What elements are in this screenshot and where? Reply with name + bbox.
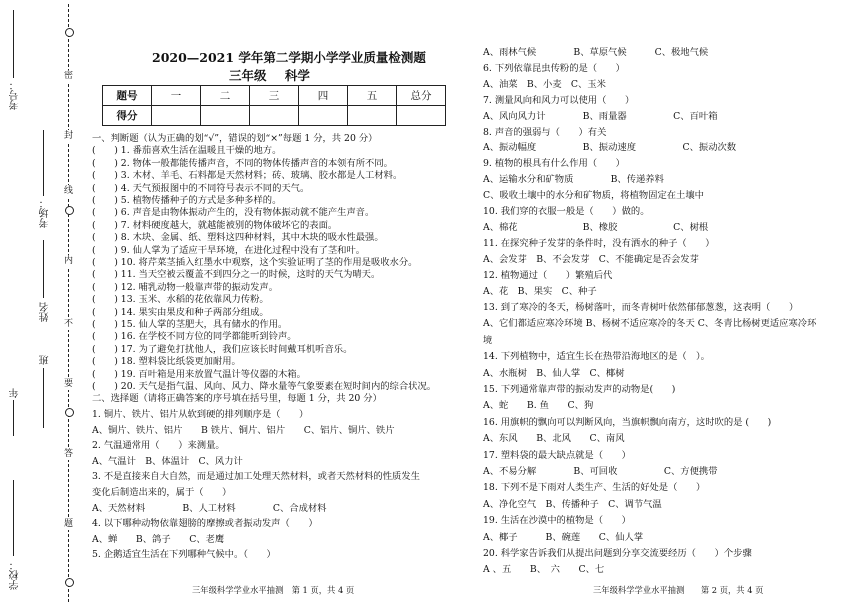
- xuexiao-label: 学校：: [10, 560, 21, 590]
- question-line: ( ) 20. 天气是指气温、风向、风力、降水量等气象要素在短时间内的综合状况。: [92, 381, 437, 392]
- question-line: A、雨林气候 B、草原气候 C、极地气候: [483, 47, 709, 58]
- exam-title: 2020—2021 学年第二学期小学学业质量检测题: [152, 50, 426, 65]
- question-line: ( ) 13. 玉米、水稻的花依靠风力传粉。: [92, 294, 269, 306]
- question-line: ( ) 5. 植物传播种子的方式是多种多样的。: [92, 195, 282, 206]
- score-cell: 总分: [397, 86, 446, 106]
- seal-word: 封: [63, 131, 73, 141]
- question-line: ( ) 8. 木块、金属、纸、塑料这四种材料，其中木块的吸水性最强。: [92, 232, 384, 244]
- seal-dot: [65, 578, 74, 587]
- question-line: A 、五 B、 六 C、七: [483, 564, 605, 576]
- question-line: ( ) 4. 天气预报图中的不同符号表示不同的天气。: [92, 182, 310, 194]
- question-line: A、净化空气 B、传播种子 C、调节气温: [483, 498, 662, 510]
- score-blank[interactable]: [348, 106, 397, 126]
- question-line: 10. 我们穿的衣服一般是（ ）做的。: [483, 206, 650, 217]
- question-line: A、不易分解 B、可回收 C、方便携带: [483, 465, 718, 477]
- kaochang-label: 考场：: [40, 198, 51, 228]
- grade-label: 三年级: [229, 68, 267, 83]
- seal-cut-line: [68, 4, 69, 602]
- score-cell: 得分: [103, 106, 152, 126]
- kaohao-label: 考号：: [10, 80, 21, 110]
- score-table: [102, 85, 446, 126]
- question-line: 18. 下列不是下雨对人类生产、生活的好处是（ ）: [483, 482, 706, 494]
- question-line: 14. 下列植物中，适宜生长在热带沿海地区的是（ ）。: [483, 351, 710, 363]
- question-line: ( ) 18. 塑料袋比纸袋更加耐用。: [92, 356, 241, 368]
- question-line: ( ) 2. 物体一般都能传播声音，不同的物体传播声音的本领有所不同。: [92, 157, 393, 169]
- seal-word: 答: [63, 449, 73, 459]
- question-line: ( ) 14. 果实由果皮和种子两部分组成。: [92, 306, 269, 318]
- question-line: 13. 到了寒冷的冬天，杨树落叶，而冬青树叶依然郁郁葱葱，这表明（ ）: [483, 301, 799, 313]
- ban-label: 班: [40, 355, 51, 365]
- question-line: A、花 B、果实 C、种子: [483, 285, 597, 297]
- seal-word: 不: [63, 319, 73, 329]
- question-line: 9. 植物的根具有什么作用（ ）: [483, 158, 625, 170]
- score-cell: 三: [250, 86, 299, 106]
- question-line: A、东风 B、北风 C、南风: [483, 433, 625, 445]
- score-blank[interactable]: [201, 106, 250, 126]
- question-line: 7. 测量风向和风力可以使用（ ）: [483, 94, 635, 106]
- score-blank[interactable]: [152, 106, 201, 126]
- xingming-label: 姓名: [40, 302, 51, 322]
- question-line: 5. 企鹅适宜生活在下列哪种气候中。（ ）: [92, 549, 276, 561]
- score-cell: 四: [299, 86, 348, 106]
- question-line: A、蛇 B. 鱼 C、狗: [483, 400, 594, 412]
- xingming-fill-line: [43, 240, 44, 298]
- question-line: ( ) 11. 当天空被云覆盖不到四分之一的时候，这时的天气为晴天。: [92, 269, 381, 281]
- question-line: 15. 下列通常靠声带的振动发声的动物是( ): [483, 383, 676, 395]
- score-blank[interactable]: [250, 106, 299, 126]
- seal-word: 内: [63, 256, 73, 266]
- question-line: A、气温计 B、体温计 C、风力计: [92, 455, 243, 467]
- score-cell: 五: [348, 86, 397, 106]
- question-line: 2. 气温通常用（ ）来测量。: [92, 440, 225, 452]
- question-line: A、风向风力计 B、雨量器 C、百叶箱: [483, 110, 718, 122]
- xuexiao-fill-line: [13, 480, 14, 556]
- page-2-footer: 三年级科学学业水平抽测 第 2 页，共 4 页: [593, 585, 764, 595]
- nian-label: 年: [10, 388, 21, 398]
- question-line: 17. 塑料袋的最大缺点就是（ ）: [483, 449, 631, 461]
- question-line: ( ) 3. 木材、羊毛、石料都是天然材料；砖、玻璃、胶水都是人工材料。: [92, 170, 403, 182]
- question-line: A、铜片、铁片、铝片 B 铁片、铜片、铝片 C、铝片、铜片、铁片: [92, 424, 395, 436]
- question-line: 6. 下列依靠昆虫传粉的是（ ）: [483, 62, 625, 74]
- question-line: A、棉花 B、橡胶 C、树根: [483, 221, 709, 233]
- exam-subtitle: [229, 66, 310, 84]
- question-line: ( ) 6. 声音是由物体振动产生的，没有物体振动就不能产生声音。: [92, 207, 375, 219]
- score-blank[interactable]: [299, 106, 348, 126]
- seal-word: 要: [63, 379, 73, 389]
- ban-fill-line: [43, 368, 44, 428]
- question-line: ( ) 12. 哺乳动物一般靠声带的振动发声。: [92, 281, 278, 293]
- question-line: ( ) 15. 仙人掌的茎肥大，具有储水的作用。: [92, 319, 288, 330]
- question-line: A、会发芽 B、不会发芽 C、不能确定是否会发芽: [483, 253, 699, 265]
- question-line: A、椰子 B、碗莲 C、仙人掌: [483, 531, 644, 543]
- section-heading: 一、判断题（认为正确的划“√”，错误的划“×”每题 1 分，共 20 分）: [92, 133, 378, 144]
- question-line: A、油菜 B、小麦 C、玉米: [483, 78, 606, 90]
- score-table-header-row: [103, 86, 446, 106]
- question-line: ( ) 1. 番茄喜欢生活在温暖且干燥的地方。: [92, 145, 282, 157]
- score-cell: 二: [201, 86, 250, 106]
- question-line: C、吸收土壤中的水分和矿物质，将植物固定在土壤中: [483, 190, 704, 202]
- seal-word: 线: [63, 186, 73, 196]
- question-line: A、蝉 B、鸽子 C、老鹰: [92, 533, 225, 545]
- question-line: 19. 生活在沙漠中的植物是（ ）: [483, 515, 631, 527]
- question-line: 12. 植物通过（ ）繁殖后代: [483, 269, 613, 281]
- question-line: 8. 声音的强弱与（ ）有关: [483, 126, 607, 138]
- question-line: A、振动幅度 B、振动速度 C、振动次数: [483, 142, 737, 154]
- question-line: 16. 用旗帜的飘向可以判断风向，当旗帜飘向南方，这时吹的是 ( ): [483, 416, 772, 428]
- question-line: ( ) 9. 仙人掌为了适应干旱环境，在进化过程中没有了茎和叶。: [92, 244, 366, 256]
- score-table-score-row: [103, 106, 446, 126]
- question-line: ( ) 17. 为了避免打扰他人，我们应该长时间戴耳机听音乐。: [92, 343, 353, 355]
- question-line: A、水瓶树 B、仙人掌 C、椰树: [483, 367, 625, 379]
- score-cell: 题号: [103, 86, 152, 106]
- section-heading: 二、选择题（请将正确答案的序号填在括号里，每题 1 分，共 20 分）: [92, 393, 382, 405]
- question-line: A、运输水分和矿物质 B、传递养料: [483, 174, 664, 186]
- page-1: [92, 0, 460, 607]
- question-line: A、它们都适应寒冷环境 B、杨树不适应寒冷的冬天 C、冬青比杨树更适应寒冷环: [483, 318, 817, 330]
- question-line: 20. 科学家告诉我们从提出问题到分享交流要经历（ ）个步骤: [483, 547, 752, 559]
- seal-dot: [65, 408, 74, 417]
- question-line: 变化后制造出来的，属于（ ）: [92, 487, 232, 498]
- page-1-footer: 三年级科学学业水平抽测 第 1 页，共 4 页: [192, 585, 355, 595]
- question-line: ( ) 10. 将芹菜茎插入红墨水中观察，这个实验证明了茎的作用是吸收水分。: [92, 257, 418, 268]
- question-line: A、天然材料 B、人工材料 C、合成材料: [92, 502, 327, 514]
- seal-word: 密: [63, 71, 73, 81]
- question-line: 4. 以下哪种动物依靠翅膀的摩擦或者振动发声（ ）: [92, 518, 318, 530]
- question-line: ( ) 7. 材料硬度越大，就越能被别的物体破坏它的表面。: [92, 219, 338, 231]
- score-cell: 一: [152, 86, 201, 106]
- kaohao-fill-line: [13, 10, 14, 78]
- seal-word: 题: [63, 519, 73, 529]
- seal-dot: [65, 28, 74, 37]
- question-line: 境: [483, 334, 493, 346]
- nian-fill-line: [13, 400, 14, 436]
- question-line: ( ) 16. 在学校不同方位的同学都能听到铃声。: [92, 331, 297, 343]
- question-line: 11. 在探究种子发芽的条件时，没有洒水的种子（ ）: [483, 237, 715, 249]
- question-line: 3. 不是直接来自大自然，而是通过加工处理天然材料，或者天然材料的性质发生: [92, 471, 420, 483]
- subject-label: 科学: [284, 68, 310, 83]
- kaochang-fill-line: [43, 130, 44, 196]
- binding-margin: [0, 0, 82, 607]
- score-blank[interactable]: [397, 106, 446, 126]
- seal-dot: [65, 206, 74, 215]
- question-line: ( ) 19. 百叶箱是用来放置气温计等仪器的木箱。: [92, 368, 306, 380]
- page-2: [483, 0, 855, 607]
- question-line: 1. 铜片、铁片、铝片从软到硬的排列顺序是（ ）: [92, 409, 309, 420]
